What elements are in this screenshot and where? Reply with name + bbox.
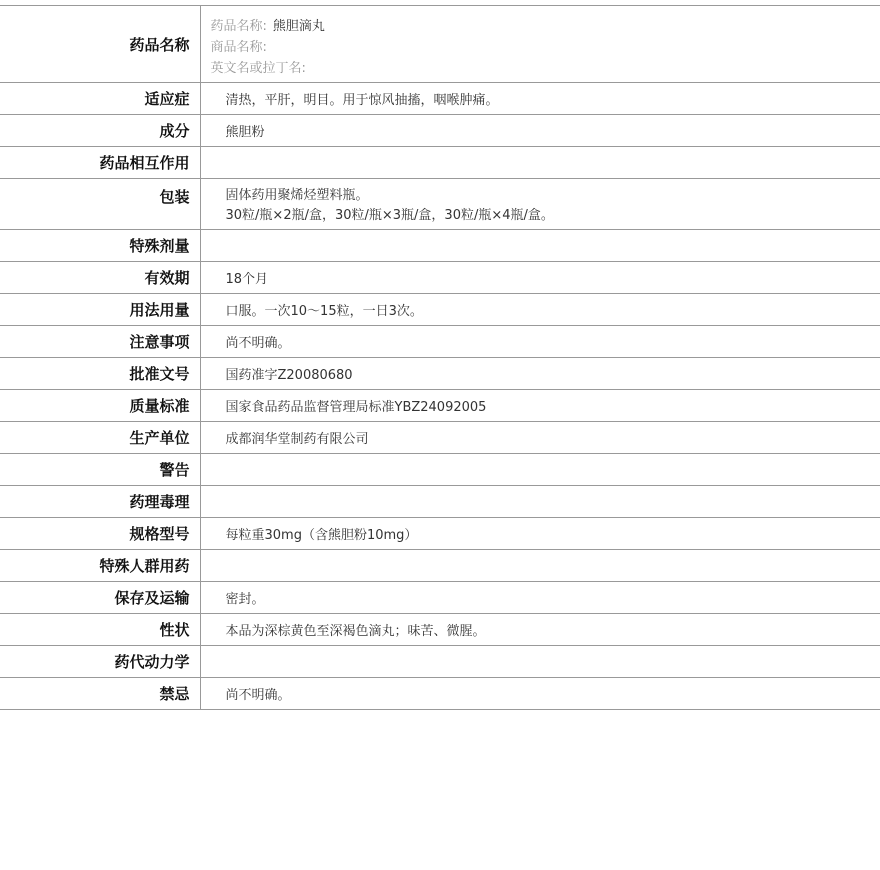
value-approval-number: 国药准字Z20080680: [200, 358, 880, 390]
value-indications: 清热，平肝，明目。用于惊风抽搐，咽喉肿痛。: [200, 83, 880, 115]
label-manufacturer: 生产单位: [0, 422, 200, 454]
value-quality-standard: 国家食品药品监督管理局标准YBZ24092005: [200, 390, 880, 422]
english-name-line: [211, 58, 880, 79]
trade-name-line: [211, 37, 880, 58]
value-special-population: [200, 550, 880, 582]
value-storage: 密封。: [200, 582, 880, 614]
row-manufacturer: [0, 422, 880, 454]
label-approval-number: 批准文号: [0, 358, 200, 390]
value-validity: 18个月: [200, 262, 880, 294]
value-drug-name-group: [200, 6, 880, 83]
row-special-population: [0, 550, 880, 582]
value-description: 本品为深棕黄色至深褐色滴丸；味苦、微腥。: [200, 614, 880, 646]
label-drug-name: 药品名称: [0, 6, 200, 83]
row-validity: [0, 262, 880, 294]
english-name-sublabel: 英文名或拉丁名:: [210, 61, 306, 76]
label-contraindications: 禁忌: [0, 678, 200, 710]
drug-name-value: 熊胆滴丸: [272, 19, 325, 34]
row-interactions: [0, 147, 880, 179]
value-interactions: [200, 147, 880, 179]
packaging-line-2: 30粒/瓶×2瓶/盒，30粒/瓶×3瓶/盒，30粒/瓶×4瓶/盒。: [225, 208, 554, 223]
row-approval-number: [0, 358, 880, 390]
label-description: 性状: [0, 614, 200, 646]
label-precautions: 注意事项: [0, 326, 200, 358]
value-packaging: [200, 179, 880, 230]
value-pharmacokinetics: [200, 646, 880, 678]
label-quality-standard: 质量标准: [0, 390, 200, 422]
value-warning: [200, 454, 880, 486]
label-interactions: 药品相互作用: [0, 147, 200, 179]
row-special-dosage: [0, 230, 880, 262]
row-packaging: [0, 179, 880, 230]
row-description: [0, 614, 880, 646]
drug-name-line: [211, 16, 880, 37]
row-indications: [0, 83, 880, 115]
label-storage: 保存及运输: [0, 582, 200, 614]
value-manufacturer: 成都润华堂制药有限公司: [200, 422, 880, 454]
label-special-dosage: 特殊剂量: [0, 230, 200, 262]
label-warning: 警告: [0, 454, 200, 486]
drug-name-sublabel: 药品名称:: [210, 19, 267, 34]
value-specification: 每粒重30mg（含熊胆粉10mg）: [200, 518, 880, 550]
value-usage: 口服。一次10～15粒，一日3次。: [200, 294, 880, 326]
label-validity: 有效期: [0, 262, 200, 294]
label-usage: 用法用量: [0, 294, 200, 326]
label-special-population: 特殊人群用药: [0, 550, 200, 582]
label-toxicology: 药理毒理: [0, 486, 200, 518]
row-precautions: [0, 326, 880, 358]
row-storage: [0, 582, 880, 614]
label-ingredients: 成分: [0, 115, 200, 147]
row-usage: [0, 294, 880, 326]
value-special-dosage: [200, 230, 880, 262]
label-packaging: 包装: [0, 179, 200, 230]
row-pharmacokinetics: [0, 646, 880, 678]
row-warning: [0, 454, 880, 486]
row-quality-standard: [0, 390, 880, 422]
label-indications: 适应症: [0, 83, 200, 115]
value-contraindications: 尚不明确。: [200, 678, 880, 710]
trade-name-sublabel: 商品名称:: [210, 40, 267, 55]
row-specification: [0, 518, 880, 550]
row-ingredients: [0, 115, 880, 147]
label-specification: 规格型号: [0, 518, 200, 550]
packaging-line-1: 固体药用聚烯烃塑料瓶。: [225, 188, 369, 203]
value-ingredients: 熊胆粉: [200, 115, 880, 147]
drug-info-table: [0, 5, 880, 710]
label-pharmacokinetics: 药代动力学: [0, 646, 200, 678]
value-toxicology: [200, 486, 880, 518]
row-toxicology: [0, 486, 880, 518]
value-precautions: 尚不明确。: [200, 326, 880, 358]
row-drug-name: [0, 6, 880, 83]
row-contraindications: [0, 678, 880, 710]
